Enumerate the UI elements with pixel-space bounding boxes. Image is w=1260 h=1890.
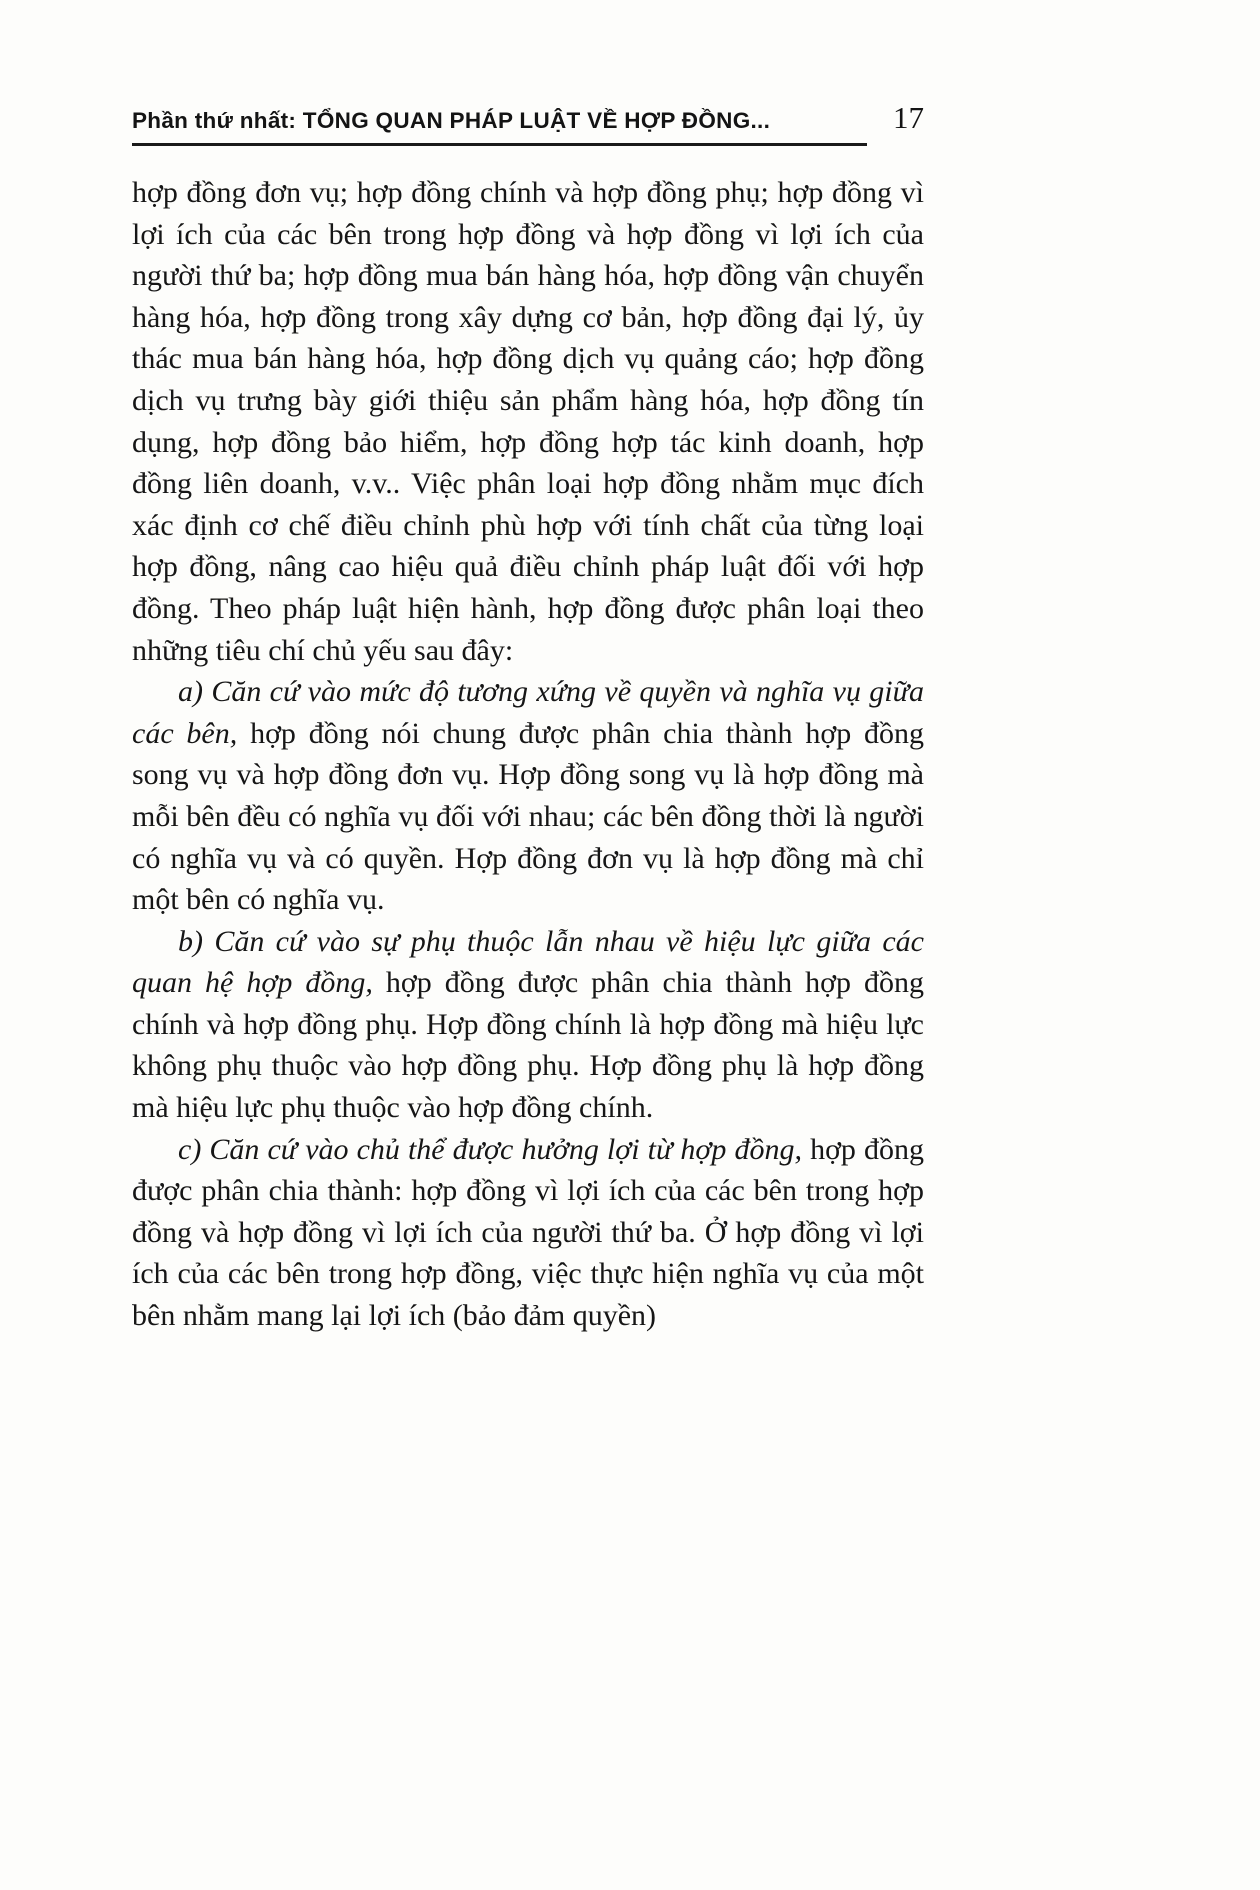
paragraph-text: hợp đồng đơn vụ; hợp đồng chính và hợp đồng phụ; hợp đồng vì lợi ích của các bên trong hợp đồng và hợp đồng vì lợi ích của người thứ ba; hợp đồng mua bán hàng hóa, hợp đồng vận chuyển hàng hóa, hợp đồng trong xây dựng cơ bản, hợp đồng đại lý, ủy thác mua bán hàng hóa, hợp đồng dịch vụ quảng cáo; hợp đồng dịch vụ trưng bày giới thiệu sản phẩm hàng hóa, hợp đồng tín dụng, hợp đồng bảo hiểm, hợp đồng hợp tác kinh doanh, hợp đồng liên doanh, v.v.. Việc phân loại hợp đồng nhằm mục đích xác định cơ chế điều chỉnh phù hợp với tính chất của từng loại hợp đồng, nâng cao hiệu quả điều chỉnh pháp luật đối với hợp đồng. Theo pháp luật hiện hành, hợp đồng được phân loại theo những tiêu chí chủ yếu sau đây:: [132, 176, 924, 667]
section-title: TỔNG QUAN PHÁP LUẬT VỀ HỢP ĐỒNG...: [302, 108, 771, 133]
paragraph-continuation: [132, 172, 924, 671]
page-number: 17: [893, 100, 924, 135]
paragraph-lead-italic: b) Căn cứ vào sự phụ thuộc lẫn nhau về hiệu lực giữa các quan hệ hợp đồng,: [132, 924, 924, 1000]
paragraph-text: hợp đồng được phân chia thành: hợp đồng vì lợi ích của các bên trong hợp đồng và hợp đồng vì lợi ích của người thứ ba. Ở hợp đồng vì lợi ích của các bên trong hợp đồng, việc thực hiện nghĩa vụ của một bên nhằm mang lại lợi ích (bảo đảm quyền): [132, 1132, 924, 1333]
paragraph-lead-italic: c) Căn cứ vào chủ thể được hưởng lợi từ hợp đồng,: [178, 1132, 802, 1166]
paragraph-lead-italic: a) Căn cứ vào mức độ tương xứng về quyền và nghĩa vụ giữa các bên,: [132, 675, 924, 750]
paragraph-text: hợp đồng nói chung được phân chia thành hợp đồng song vụ và hợp đồng đơn vụ. Hợp đồng song vụ là hợp đồng mà mỗi bên đều có nghĩa vụ đối với nhau; các bên đồng thời là người có nghĩa vụ và có quyền. Hợp đồng đơn vụ là hợp đồng mà chỉ một bên có nghĩa vụ.: [132, 716, 925, 917]
paragraph-item-b: [132, 921, 924, 1129]
running-head-title: [132, 108, 867, 146]
section-label: Phần thứ nhất:: [132, 108, 297, 133]
paragraph-text: hợp đồng được phân chia thành hợp đồng chính và hợp đồng phụ. Hợp đồng chính là hợp đồng mà hiệu lực không phụ thuộc vào hợp đồng phụ. Hợp đồng phụ là hợp đồng mà hiệu lực phụ thuộc vào hợp đồng chính.: [132, 966, 924, 1125]
page-body-text: [132, 172, 924, 1337]
paragraph-item-a: [132, 671, 924, 921]
paragraph-item-c: [132, 1129, 924, 1337]
running-head: [132, 100, 924, 146]
